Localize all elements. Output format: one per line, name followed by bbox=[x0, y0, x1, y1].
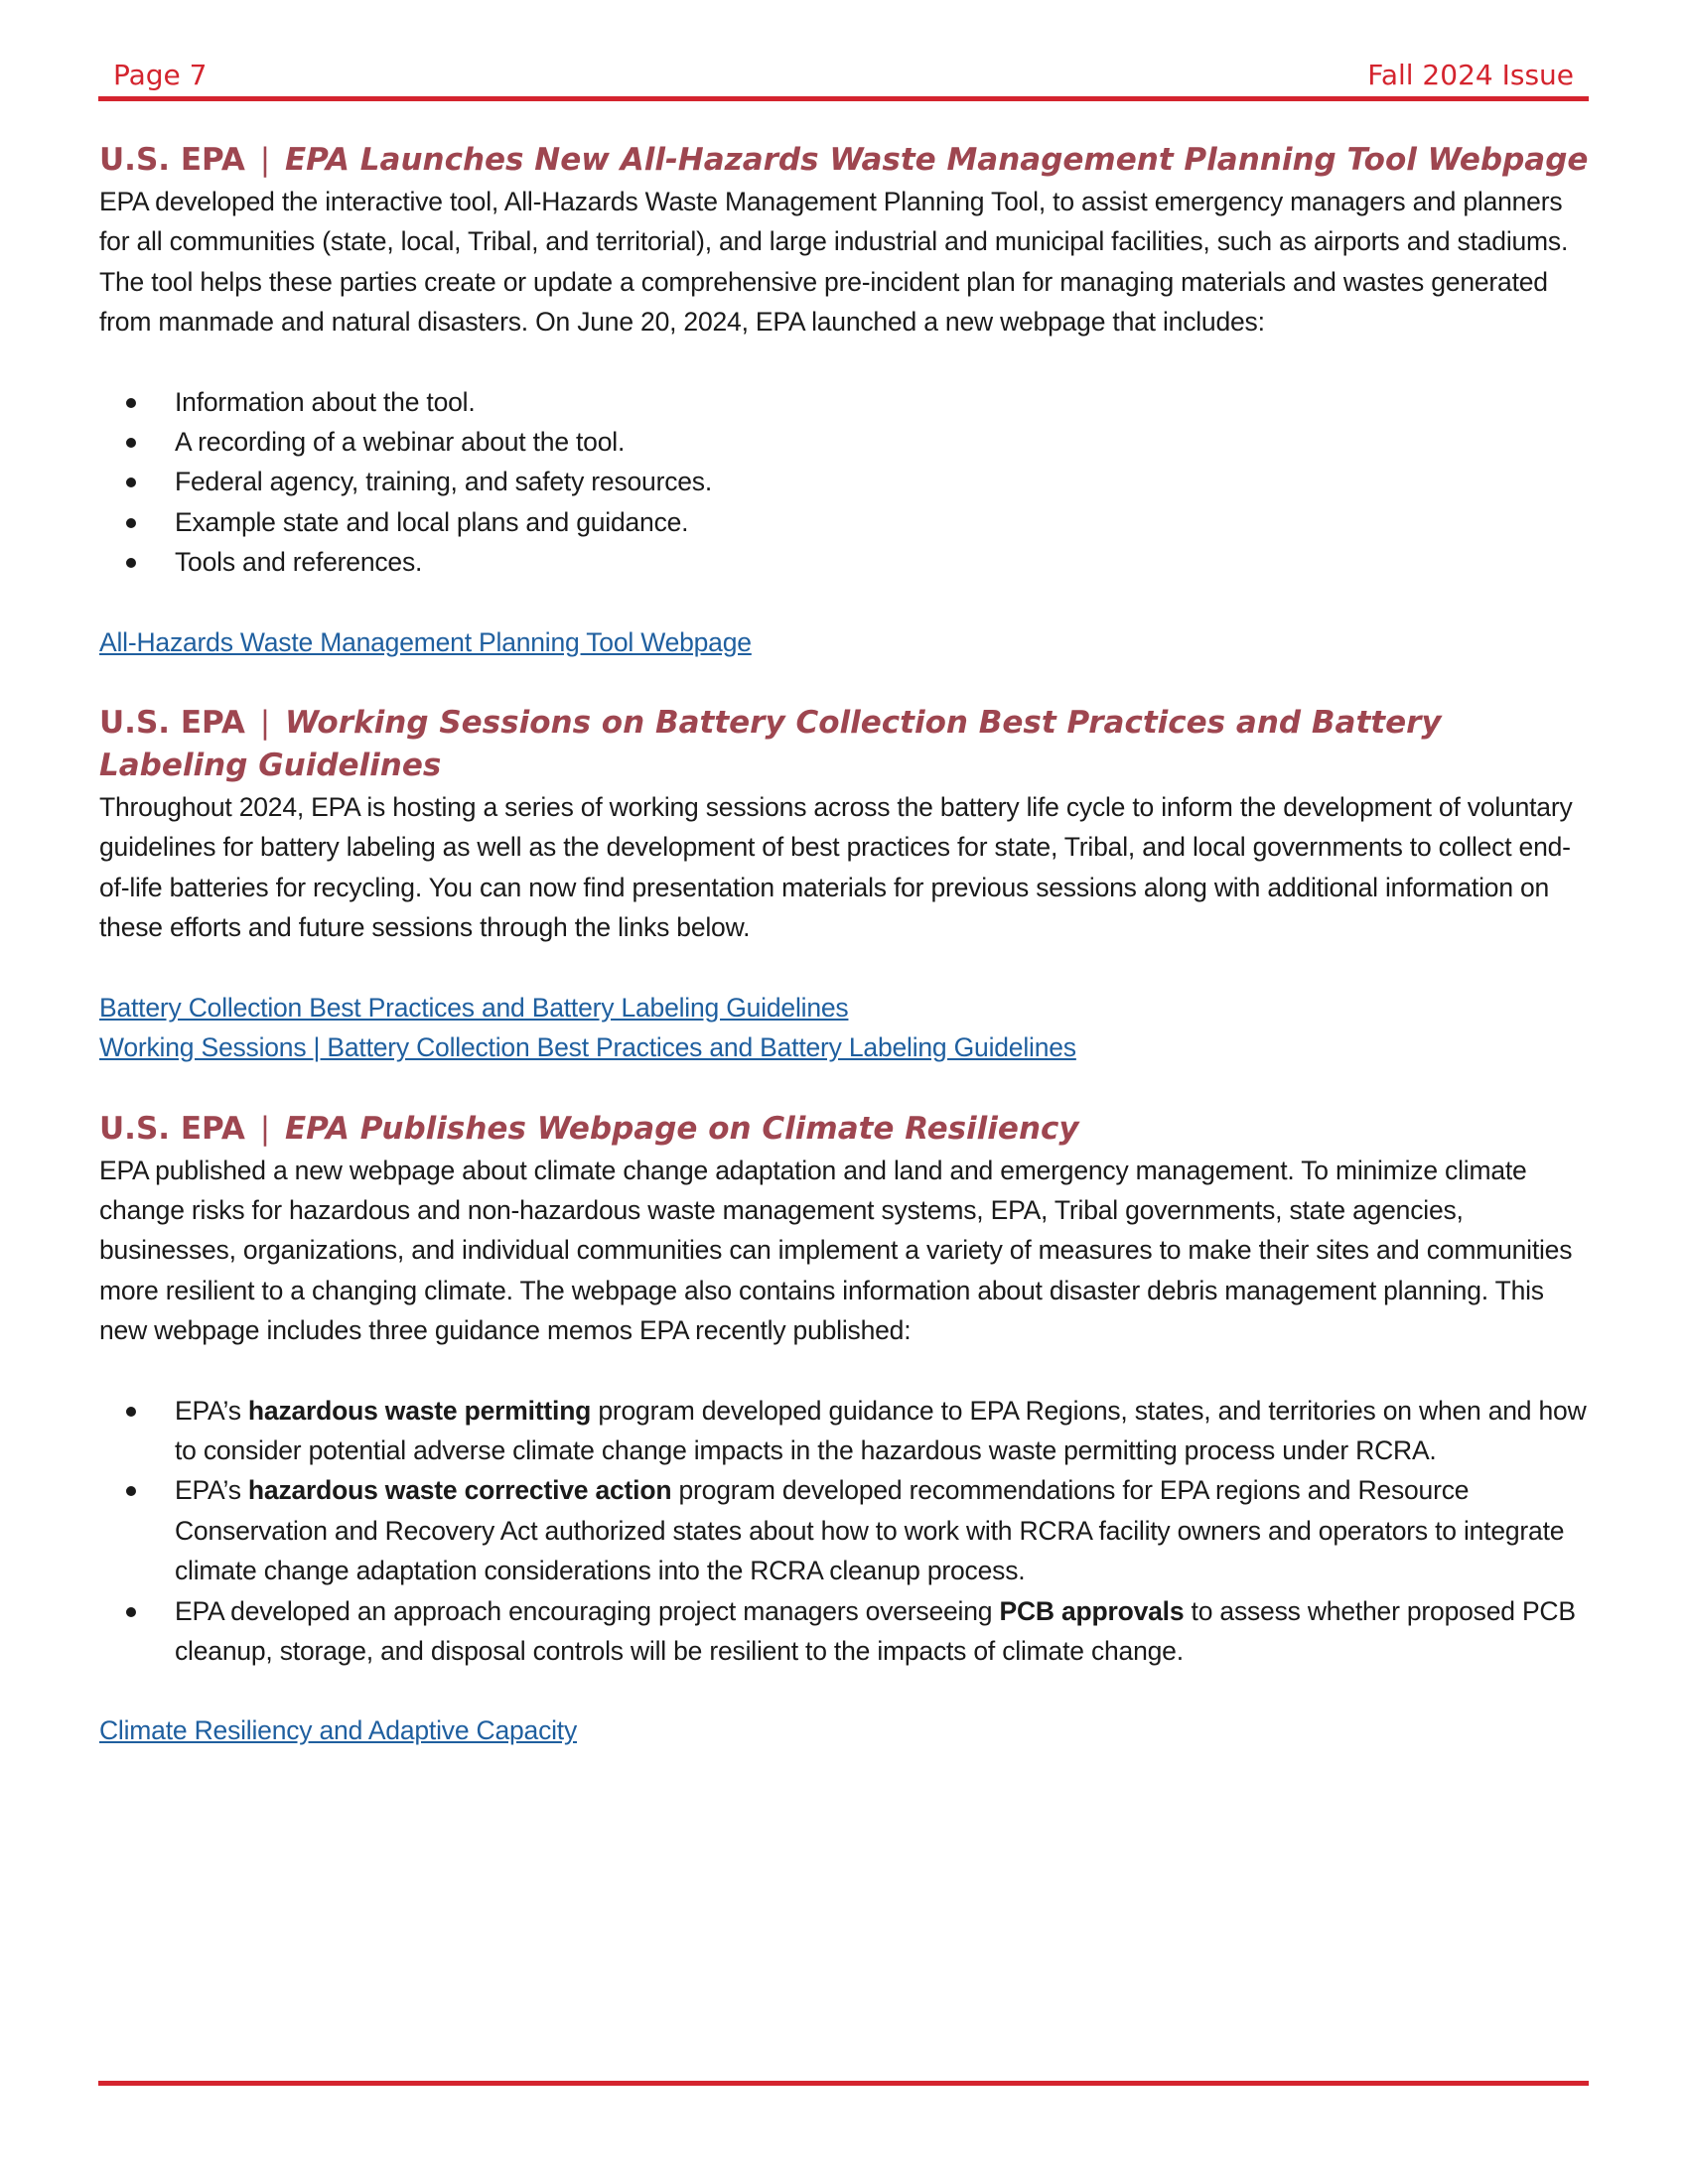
issue-label: Fall 2024 Issue bbox=[1367, 59, 1574, 91]
list-item: EPA developed an approach encouraging project managers overseeing PCB approvals to assess whether proposed PCB cleanup, storage, and disposal controls will be resilient to the impacts of climate change. bbox=[99, 1591, 1589, 1672]
section-title: EPA Launches New All-Hazards Waste Management Planning Tool Webpage bbox=[284, 142, 1589, 178]
working-sessions-link[interactable]: Working Sessions | Battery Collection Best Practices and Battery Labeling Guidelines bbox=[99, 1032, 1076, 1063]
climate-resiliency-link[interactable]: Climate Resiliency and Adaptive Capacity bbox=[99, 1715, 578, 1746]
list-item: Tools and references. bbox=[99, 542, 1589, 582]
bullet-icon bbox=[126, 438, 136, 448]
section-paragraph: Throughout 2024, EPA is hosting a series of working sessions across the battery life cycle to inform the development of voluntary guidelines for battery labeling as well as the development of best practices for state, Tribal, and local governments to collect end-of-life batteries for recycling. You can now find presentation materials for previous sessions along with additional information on these efforts and future sessions through the links below. bbox=[99, 792, 1573, 943]
header-rule bbox=[98, 96, 1589, 101]
article-battery-sessions bbox=[99, 702, 1589, 1067]
section-heading bbox=[99, 1108, 1589, 1151]
section-paragraph: EPA developed the interactive tool, All-Hazards Waste Management Planning Tool, to assist emergency managers and planners for all communities (state, local, Tribal, and territorial), and large industrial and municipal facilities, such as airports and stadiums. The tool helps these parties create or update a comprehensive pre-incident plan for managing materials and wastes generated from manmade and natural disasters. On June 20, 2024, EPA launched a new webpage that includes: bbox=[99, 187, 1569, 338]
battery-guidelines-link[interactable]: Battery Collection Best Practices and Battery Labeling Guidelines bbox=[99, 992, 849, 1023]
heading-separator: | bbox=[259, 1110, 271, 1147]
section-title: EPA Publishes Webpage on Climate Resiliency bbox=[284, 1110, 1079, 1147]
list-item: Federal agency, training, and safety resources. bbox=[99, 462, 1589, 501]
article-all-hazards-tool bbox=[99, 139, 1589, 662]
section-org: U.S. EPA bbox=[99, 1110, 245, 1147]
heading-separator: | bbox=[259, 705, 271, 742]
list-item: EPA’s hazardous waste permitting program developed guidance to EPA Regions, states, and territories on when and how to consider potential adverse climate change impacts in the hazardous waste permitting process under RCRA. bbox=[99, 1391, 1589, 1471]
section-org: U.S. EPA bbox=[99, 142, 245, 178]
bullet-list bbox=[99, 382, 1589, 583]
section-paragraph: EPA published a new webpage about climate change adaptation and land and emergency management. To minimize climate change risks for hazardous and non-hazardous waste management systems, EPA, Tribal governments, state agencies, businesses, organizations, and individual communities can implement a variety of measures to make their sites and communities more resilient to a changing climate. The webpage also contains information about disaster debris management planning. This new webpage includes three guidance memos EPA recently published: bbox=[99, 1155, 1573, 1346]
content bbox=[99, 139, 1589, 1751]
list-item: A recording of a webinar about the tool. bbox=[99, 422, 1589, 462]
bullet-icon bbox=[126, 478, 136, 487]
article-climate-resiliency bbox=[99, 1108, 1589, 1751]
footer-rule bbox=[98, 2081, 1589, 2086]
section-heading bbox=[99, 702, 1589, 787]
section-heading bbox=[99, 139, 1589, 182]
bullet-icon bbox=[126, 398, 136, 408]
all-hazards-tool-link[interactable]: All-Hazards Waste Management Planning Tool Webpage bbox=[99, 626, 752, 657]
section-org: U.S. EPA bbox=[99, 705, 245, 742]
bullet-icon bbox=[126, 1607, 136, 1617]
bullet-icon bbox=[126, 518, 136, 528]
page-number: Page 7 bbox=[113, 59, 208, 91]
list-item: Information about the tool. bbox=[99, 382, 1589, 422]
heading-separator: | bbox=[259, 142, 271, 178]
section-title: Working Sessions on Battery Collection Best Practices and Battery Labeling Guidelines bbox=[99, 705, 1442, 784]
bullet-icon bbox=[126, 1407, 136, 1417]
list-item: Example state and local plans and guidance. bbox=[99, 502, 1589, 542]
bullet-list bbox=[99, 1391, 1589, 1672]
list-item: EPA’s hazardous waste corrective action program developed recommendations for EPA regions and Resource Conservation and Recovery Act authorized states about how to work with RCRA facility owners and operators to integrate climate change adaptation considerations into the RCRA cleanup process. bbox=[99, 1470, 1589, 1590]
bullet-icon bbox=[126, 1486, 136, 1496]
bullet-icon bbox=[126, 558, 136, 568]
